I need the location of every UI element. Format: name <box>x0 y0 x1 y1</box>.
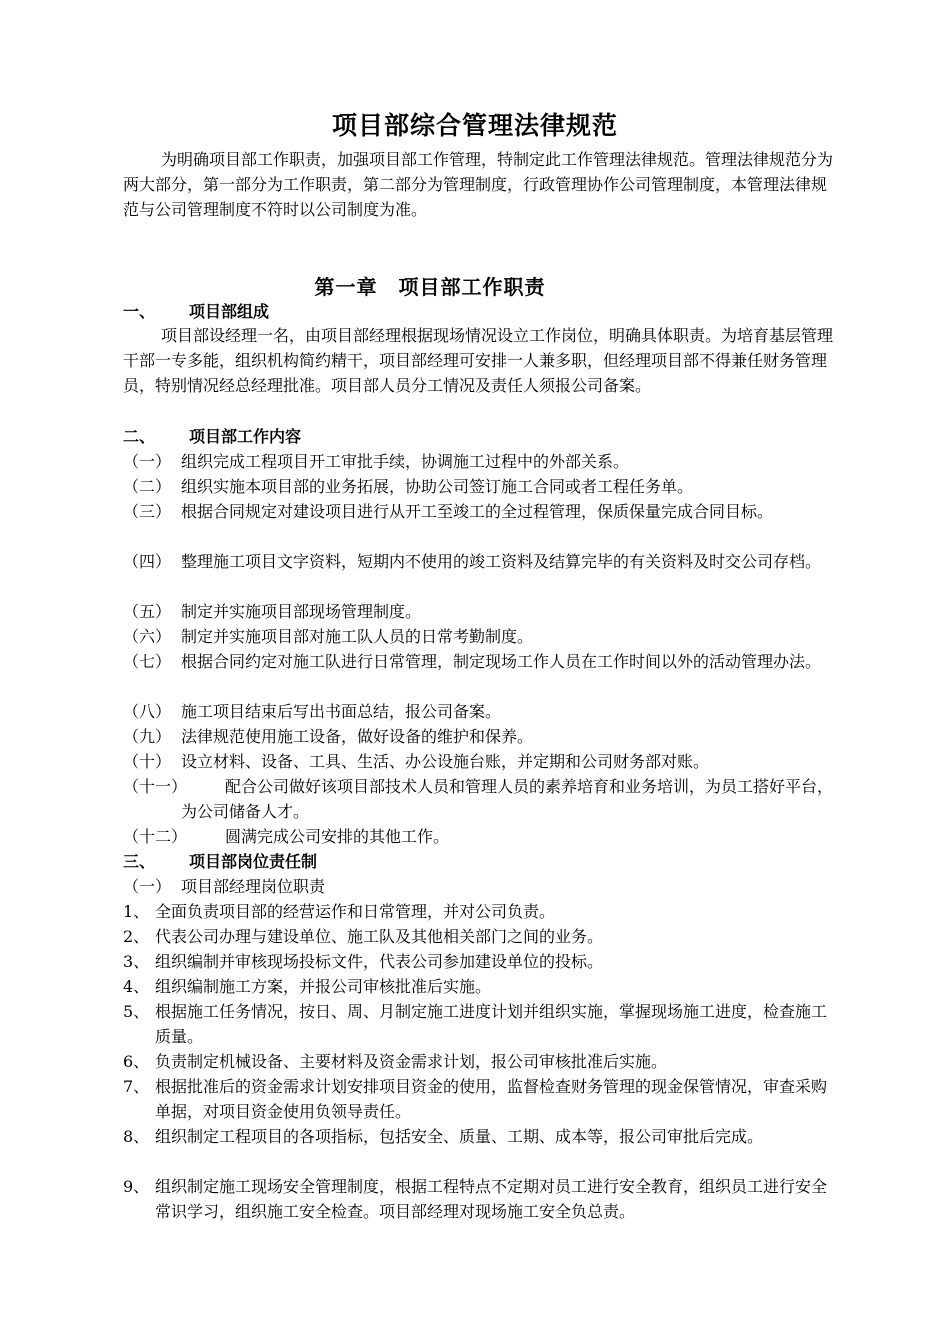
item-text: 圆满完成公司安排的其他工作。 <box>225 827 450 846</box>
list-item <box>123 774 835 824</box>
item-number: （一） <box>123 452 172 471</box>
item-text: 根据合同约定对施工队进行日常管理，制定现场工作人员在工作时间以外的活动管理办法。 <box>181 652 822 671</box>
list-item <box>123 999 835 1049</box>
item-text: 代表公司办理与建设单位、施工队及其他相关部门之间的业务。 <box>155 927 604 946</box>
item-number: （六） <box>123 627 172 646</box>
item-number: 1、 <box>123 902 150 921</box>
item-text: 组织实施本项目部的业务拓展，协助公司签订施工合同或者工程任务单。 <box>181 477 694 496</box>
list-item <box>123 724 835 749</box>
subsection-heading <box>123 874 835 899</box>
section-number: 二、 <box>123 427 156 446</box>
item-text: 制定并实施项目部对施工队人员的日常考勤制度。 <box>181 627 534 646</box>
item-number: 3、 <box>123 952 150 971</box>
list-item <box>123 949 835 974</box>
section-heading-2 <box>123 424 301 449</box>
item-text: 组织制定工程项目的各项指标，包括安全、质量、工期、成本等，报公司审批后完成。 <box>155 1127 764 1146</box>
list-item <box>123 699 835 724</box>
list-item <box>123 974 835 999</box>
item-text: 法律规范使用施工设备，做好设备的维护和保养。 <box>181 727 534 746</box>
item-number: （十二） <box>123 827 188 846</box>
item-number: （八） <box>123 702 172 721</box>
item-text: 根据施工任务情况，按日、周、月制定施工进度计划并组织实施，掌握现场施工进度，检查施工质量。 <box>155 1002 828 1046</box>
list-item <box>123 649 835 674</box>
item-text: 组织编制施工方案，并报公司审核批准后实施。 <box>155 977 492 996</box>
item-number: （四） <box>123 552 172 571</box>
item-number: 6、 <box>123 1052 150 1071</box>
item-text: 配合公司做好该项目部技术人员和管理人员的素养培育和业务培训，为员工搭好平台，为公司储备人才。 <box>181 777 834 821</box>
list-item <box>123 449 835 474</box>
chapter-heading: 第一章 项目部工作职责 <box>314 275 546 299</box>
list-item <box>123 924 835 949</box>
list-item <box>123 1174 835 1224</box>
item-number: 8、 <box>123 1127 150 1146</box>
list-item <box>123 474 835 499</box>
list-item <box>123 599 835 624</box>
item-number: （十一） <box>123 777 188 796</box>
list-item <box>123 1124 835 1149</box>
item-number: （一） <box>123 877 172 896</box>
item-text: 全面负责项目部的经营运作和日常管理，并对公司负责。 <box>155 902 556 921</box>
item-text: 设立材料、设备、工具、生活、办公设施台账，并定期和公司财务部对账。 <box>181 752 710 771</box>
item-text: 施工项目结束后写出书面总结，报公司备案。 <box>181 702 502 721</box>
section-title: 项目部岗位责任制 <box>189 852 318 871</box>
item-number: （七） <box>123 652 172 671</box>
section-body: 项目部设经理一名，由项目部经理根据现场情况设立工作岗位，明确具体职责。为培育基层管理干部一专多能，组织机构简约精干，项目部经理可安排一人兼多职，但经理项目部不得兼任财务管理员，特别情况经总经理批准。项目部人员分工情况及责任人须报公司备案。 <box>123 326 834 395</box>
intro-paragraph: 为明确项目部工作职责，加强项目部工作管理，特制定此工作管理法律规范。管理法律规范分为两大部分，第一部分为工作职责，第二部分为管理制度，行政管理协作公司管理制度，本管理法律规范与公司管理制度不符时以公司制度为准。 <box>123 150 834 219</box>
item-number: 5、 <box>123 1002 150 1021</box>
list-item <box>123 749 835 774</box>
list-item <box>123 549 835 574</box>
item-number: （三） <box>123 502 172 521</box>
item-number: （十） <box>123 752 172 771</box>
item-text: 项目部经理岗位职责 <box>181 877 326 896</box>
item-number: 2、 <box>123 927 150 946</box>
list-item <box>123 624 835 649</box>
item-text: 组织完成工程项目开工审批手续，协调施工过程中的外部关系。 <box>181 452 630 471</box>
section-title: 项目部组成 <box>189 302 270 321</box>
section-number: 三、 <box>123 852 156 871</box>
item-number: 9、 <box>123 1177 150 1196</box>
section-heading-3 <box>123 849 317 874</box>
item-text: 制定并实施项目部现场管理制度。 <box>181 602 422 621</box>
list-item <box>123 499 835 524</box>
list-item <box>123 824 835 849</box>
list-item <box>123 1074 835 1124</box>
section-number: 一、 <box>123 302 156 321</box>
list-item <box>123 1049 835 1074</box>
item-number: （二） <box>123 477 172 496</box>
item-number: （五） <box>123 602 172 621</box>
item-text: 组织制定施工现场安全管理制度，根据工程特点不定期对员工进行安全教育，组织员工进行安全常识学习，组织施工安全检查。项目部经理对现场施工安全负总责。 <box>155 1177 828 1221</box>
item-text: 根据批准后的资金需求计划安排项目资金的使用，监督检查财务管理的现金保管情况，审查采购单据，对项目资金使用负领导责任。 <box>155 1077 828 1121</box>
item-text: 组织编制并审核现场投标文件，代表公司参加建设单位的投标。 <box>155 952 604 971</box>
item-number: 4、 <box>123 977 150 996</box>
section-title: 项目部工作内容 <box>189 427 302 446</box>
item-text: 整理施工项目文字资料，短期内不使用的竣工资料及结算完毕的有关资料及时交公司存档。 <box>181 552 822 571</box>
section-heading-1 <box>123 299 269 324</box>
item-text: 负责制定机械设备、主要材料及资金需求计划，报公司审核批准后实施。 <box>155 1052 668 1071</box>
item-number: （九） <box>123 727 172 746</box>
item-text: 根据合同规定对建设项目进行从开工至竣工的全过程管理，保质保量完成合同目标。 <box>181 502 774 521</box>
document-title: 项目部综合管理法律规范 <box>331 111 618 140</box>
item-number: 7、 <box>123 1077 150 1096</box>
list-item <box>123 899 835 924</box>
